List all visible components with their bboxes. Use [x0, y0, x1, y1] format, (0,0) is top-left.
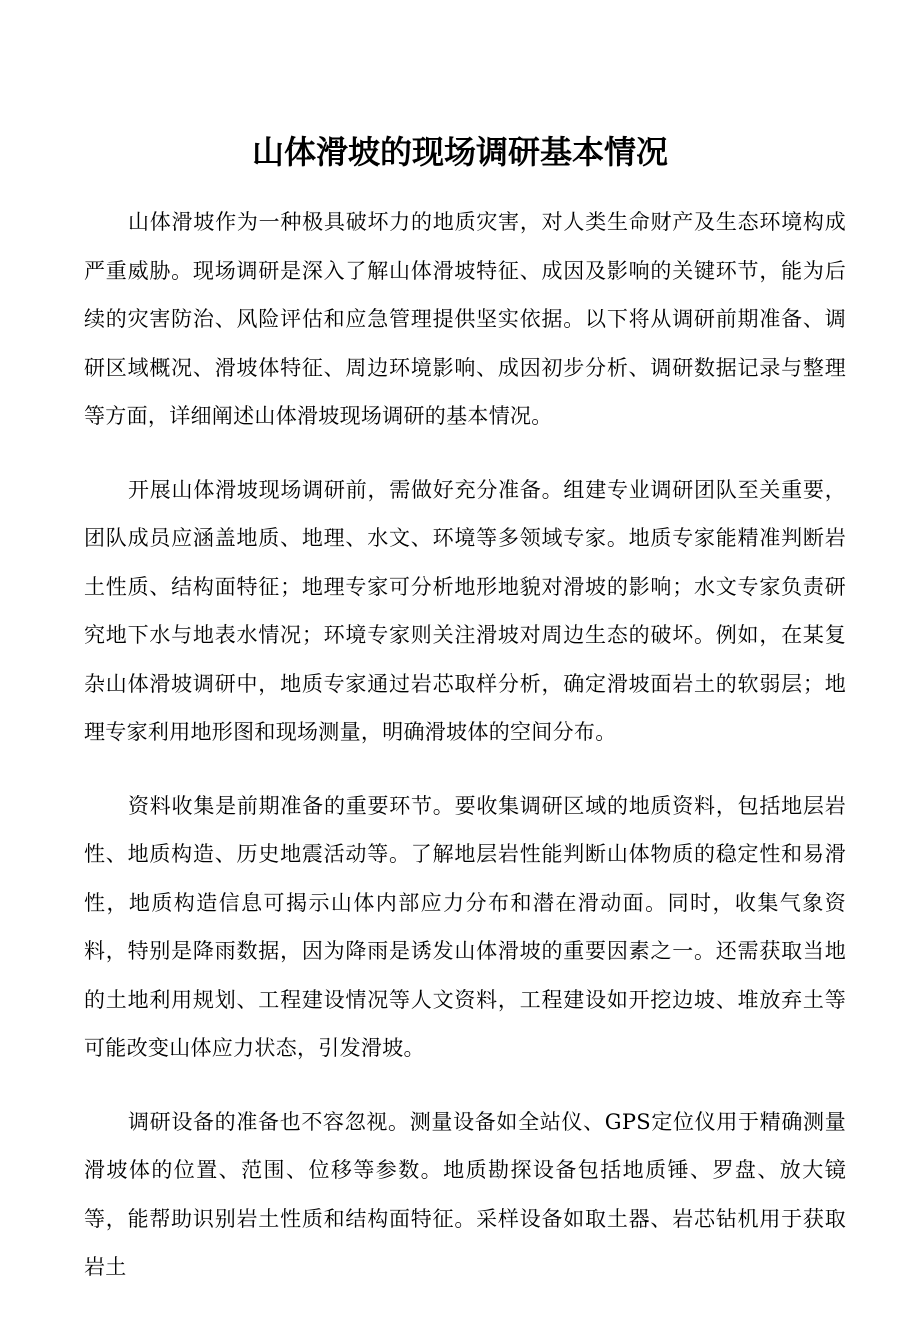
paragraph-equipment: 调研设备的准备也不容忽视。测量设备如全站仪、GPS定位仪用于精确测量滑坡体的位置、范围、位移等参数。地质勘探设备包括地质锤、罗盘、放大镜等，能帮助识别岩土性质和结构面特征。采样设备如取土器、岩芯钻机用于获取岩土 — [84, 1109, 846, 1279]
document-title: 山体滑坡的现场调研基本情况 — [251, 133, 668, 171]
document-body — [84, 198, 846, 1317]
paragraph-team: 开展山体滑坡现场调研前，需做好充分准备。组建专业调研团队至关重要，团队成员应涵盖地质、地理、水文、环境等多领域专家。地质专家能精准判断岩土性质、结构面特征；地理专家可分析地形地貌对滑坡的影响；水文专家负责研究地下水与地表水情况；环境专家则关注滑坡对周边生态的破坏。例如，在某复杂山体滑坡调研中，地质专家通过岩芯取样分析，确定滑坡面岩土的软弱层；地理专家利用地形图和现场测量，明确滑坡体的空间分布。 — [84, 477, 846, 744]
paragraph-data-collection: 资料收集是前期准备的重要环节。要收集调研区域的地质资料，包括地层岩性、地质构造、历史地震活动等。了解地层岩性能判断山体物质的稳定性和易滑性，地质构造信息可揭示山体内部应力分布和潜在滑动面。同时，收集气象资料，特别是降雨数据，因为降雨是诱发山体滑坡的重要因素之一。还需获取当地的土地利用规划、工程建设情况等人文资料，工程建设如开挖边坡、堆放弃土等可能改变山体应力状态，引发滑坡。 — [84, 793, 846, 1060]
paragraph-intro: 山体滑坡作为一种极具破坏力的地质灾害，对人类生命财产及生态环境构成严重威胁。现场调研是深入了解山体滑坡特征、成因及影响的关键环节，能为后续的灾害防治、风险评估和应急管理提供坚实依据。以下将从调研前期准备、调研区域概况、滑坡体特征、周边环境影响、成因初步分析、调研数据记录与整理等方面，详细阐述山体滑坡现场调研的基本情况。 — [84, 210, 846, 428]
